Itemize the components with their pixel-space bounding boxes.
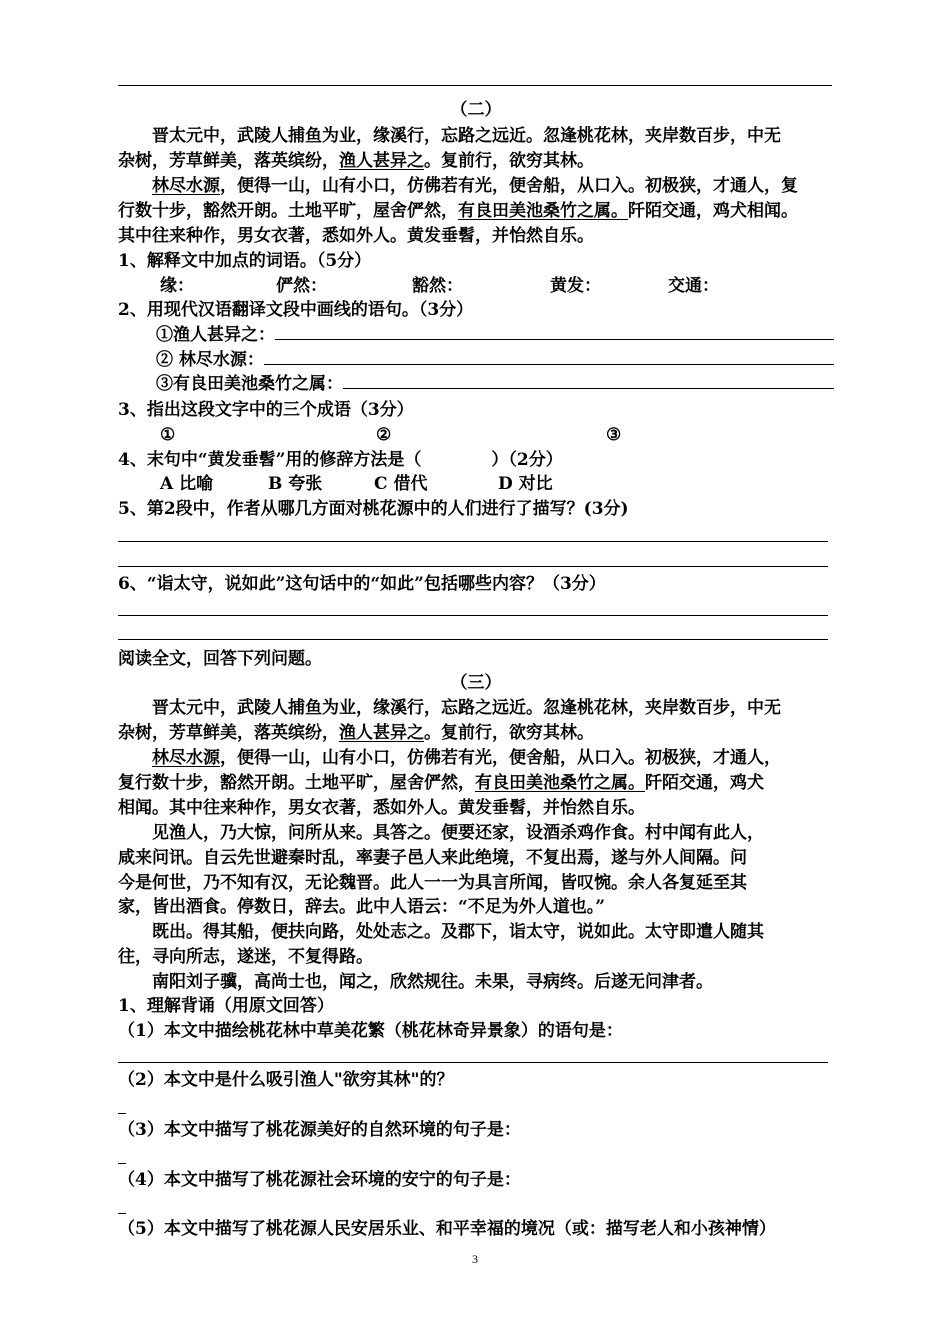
- underlined-sentence: 渔人甚异之: [339, 723, 424, 743]
- recitation-item: （1）本文中描绘桃花林中草美花繁（桃花林奇异景象）的语句是：: [118, 1021, 623, 1041]
- answer-line[interactable]: [118, 1062, 828, 1063]
- section2-paragraph-line: 杂树，芳草鲜美，落英缤纷，渔人甚异之。复前行，欲穷其林。: [118, 151, 594, 171]
- translation-item: ③有良田美池桑竹之属：: [156, 373, 834, 396]
- section2-paragraph-line: 其中往来种作，男女衣著，悉如外人。黄发垂髫，并怡然自乐。: [118, 226, 594, 246]
- recitation-item: （5）本文中描写了桃花源人民安居乐业、和平幸福的境况（或：描写老人和小孩神情）: [118, 1219, 776, 1239]
- section3-paragraph-line: 林尽水源，便得一山，山有小口，仿佛若有光，便舍船，从口入。初极狭，才通人，: [152, 748, 781, 768]
- section3-paragraph-line: 家，皆出酒食。停数日，辞去。此中人语云：“不足为外人道也。”: [118, 897, 606, 917]
- section2-paragraph-line: 林尽水源，便得一山，山有小口，仿佛若有光，便舍船，从口入。初极狭，才通人，复: [152, 176, 798, 196]
- document-page: （二） 晋太元中，武陵人捕鱼为业，缘溪行，忘路之远近。忽逢桃花林，夹岸数百步，中无 杂树，芳草鲜美，落英缤纷，渔人甚异之。复前行，欲穷其林。 林尽水源，便得一山，山有小口，仿佛若有光，便舍船，从口入。初极狭，才通人，复 行数十步，豁然开朗。土地平旷，屋舍俨然，有良田美池桑竹之属。阡陌交通，鸡犬相闻。 其中往来种作，男女衣著，悉如外人。黄发垂髫，并怡然自乐。 1、解释文中加点的词语。（5分） 缘： 俨然： 豁然： 黄发： 交通： 2、用现代汉语翻译文段中画线的语句。（3分） ①渔人甚异之： ② 林尽水源： ③有良田美池桑竹之属： 3、指出这段文字中的三个成语（3分） ① ② ③ 4、末句中“黄发垂髫”用的修辞方法是（ ）（2分） A 比喻 B 夸张 C 借代 D 对比 5、第2段中，作者从哪几方面对桃花源中的人们进行了描写？(3分) 6、“诣太守，说如此”这句话中的“如此”包括哪些内容？（3分） 阅读全文，回答下列问题。 （三） 晋太元中，武陵人捕鱼为业，缘溪行，忘路之远近。忽逢桃花林，夹岸数百步，中无 杂树，芳草鲜美，落英缤纷，渔人甚异之。复前行，欲穷其林。 林尽水源，便得一山，山有小口，仿佛若有光，便舍船，从口入。初极狭，才通人， 复行数十步，豁然开朗。土地平旷，屋舍俨然，有良田美池桑竹之属。阡陌交通，鸡犬 相闻。其中往来种作，男女衣著，悉如外人。黄发垂髫，并怡然自乐。 见渔人，乃大惊，问所从来。具答之。便要还家，设酒杀鸡作食。村中闻有此人， 咸来问讯。自云先世避秦时乱，率妻子邑人来此绝境，不复出焉，遂与外人间隔。问 今是何世，乃不知有汉，无论魏晋。此人一一为具言所闻，皆叹惋。余人各复延至其 家，皆出酒食。停数日，辞去。此中人语云：“不足为外人道也。” 既出。得其船，便扶向路，处处志之。及郡下，诣太守，说如此。太守即遣人随其 往，寻向所志，遂迷，不复得路。 南阳刘子骥，高尚士也，闻之，欣然规往。未果，寻病终。后遂无问津者。 1、理解背诵（用原文回答） （1）本文中描绘桃花林中草美花繁（桃花林奇异景象）的语句是： （2）本文中是什么吸引渔人"欲穷其林"的？ （3）本文中描写了桃花源美好的自然环境的句子是： （4）本文中描写了桃花源社会环境的安宁的句子是： （5）本文中描写了桃花源人民安居乐业、和平幸福的境况（或：描写老人和小孩神情） 3: [0, 0, 950, 1344]
- section2-heading: （二）: [450, 100, 502, 120]
- answer-blank[interactable]: [275, 324, 834, 340]
- answer-blank[interactable]: [343, 373, 834, 389]
- question-3: 3、指出这段文字中的三个成语（3分）: [118, 400, 414, 420]
- recitation-item: （2）本文中是什么吸引渔人"欲穷其林"的？: [118, 1070, 454, 1090]
- section3-paragraph-line: 既出。得其船，便扶向路，处处志之。及郡下，诣太守，说如此。太守即遣人随其: [152, 922, 764, 942]
- question-1: 1、解释文中加点的词语。（5分）: [118, 251, 372, 271]
- section3-paragraph-line: 晋太元中，武陵人捕鱼为业，缘溪行，忘路之远近。忽逢桃花林，夹岸数百步，中无: [152, 698, 781, 718]
- section3-paragraph-line: 杂树，芳草鲜美，落英缤纷，渔人甚异之。复前行，欲穷其林。: [118, 723, 594, 743]
- answer-blank-mark[interactable]: [118, 1113, 126, 1114]
- underlined-sentence: 渔人甚异之: [339, 151, 424, 171]
- section3-paragraph-line: 复行数十步，豁然开朗。土地平旷，屋舍俨然，有良田美池桑竹之属。阡陌交通，鸡犬: [118, 773, 764, 793]
- underlined-sentence: 有良田美池桑竹之属。: [458, 201, 628, 221]
- recitation-item: （3）本文中描写了桃花源美好的自然环境的句子是：: [118, 1120, 521, 1140]
- recitation-item: （4）本文中描写了桃花源社会环境的安宁的句子是：: [118, 1170, 521, 1190]
- translation-item: ①渔人甚异之：: [156, 324, 834, 347]
- underlined-sentence: 林尽水源: [152, 748, 220, 768]
- section3-paragraph-line: 见渔人，乃大惊，问所从来。具答之。便要还家，设酒杀鸡作食。村中闻有此人，: [152, 823, 764, 843]
- answer-line[interactable]: [118, 566, 828, 567]
- section3-paragraph-line: 今是何世，乃不知有汉，无论魏晋。此人一一为具言所闻，皆叹惋。余人各复延至其: [118, 873, 747, 893]
- answer-blank[interactable]: [264, 349, 834, 365]
- translation-item: ② 林尽水源：: [156, 349, 834, 372]
- top-rule: [118, 85, 832, 86]
- section2-paragraph-line: 行数十步，豁然开朗。土地平旷，屋舍俨然，有良田美池桑竹之属。阡陌交通，鸡犬相闻。: [118, 201, 798, 221]
- question-6: 6、“诣太守，说如此”这句话中的“如此”包括哪些内容？（3分）: [118, 574, 606, 594]
- section3-paragraph-line: 南阳刘子骥，高尚士也，闻之，欣然规往。未果，寻病终。后遂无问津者。: [152, 972, 713, 992]
- answer-line[interactable]: [118, 615, 828, 616]
- answer-line[interactable]: [118, 541, 828, 542]
- section3-heading: （三）: [450, 673, 502, 693]
- section3-question-1: 1、理解背诵（用原文回答）: [118, 996, 334, 1016]
- answer-blank-mark[interactable]: [118, 1163, 126, 1164]
- section3-paragraph-line: 咸来问讯。自云先世避秦时乱，率妻子邑人来此绝境，不复出焉，遂与外人间隔。问: [118, 848, 747, 868]
- section3-paragraph-line: 往，寻向所志，遂迷，不复得路。: [118, 947, 373, 967]
- question-5: 5、第2段中，作者从哪几方面对桃花源中的人们进行了描写？(3分): [118, 499, 629, 519]
- question-2: 2、用现代汉语翻译文段中画线的语句。（3分）: [118, 300, 474, 320]
- section2-paragraph-line: 晋太元中，武陵人捕鱼为业，缘溪行，忘路之远近。忽逢桃花林，夹岸数百步，中无: [152, 126, 781, 146]
- underlined-sentence: 林尽水源: [152, 176, 220, 196]
- answer-line[interactable]: [118, 639, 828, 640]
- underlined-sentence: 有良田美池桑竹之属。: [475, 773, 645, 793]
- answer-blank-mark[interactable]: [118, 1213, 126, 1214]
- question-4: 4、末句中“黄发垂髫”用的修辞方法是（ ）（2分）: [118, 450, 563, 470]
- page-number: 3: [472, 1252, 478, 1266]
- section3-paragraph-line: 相闻。其中往来种作，男女衣著，悉如外人。黄发垂髫，并怡然自乐。: [118, 798, 645, 818]
- instruction: 阅读全文，回答下列问题。: [118, 649, 322, 669]
